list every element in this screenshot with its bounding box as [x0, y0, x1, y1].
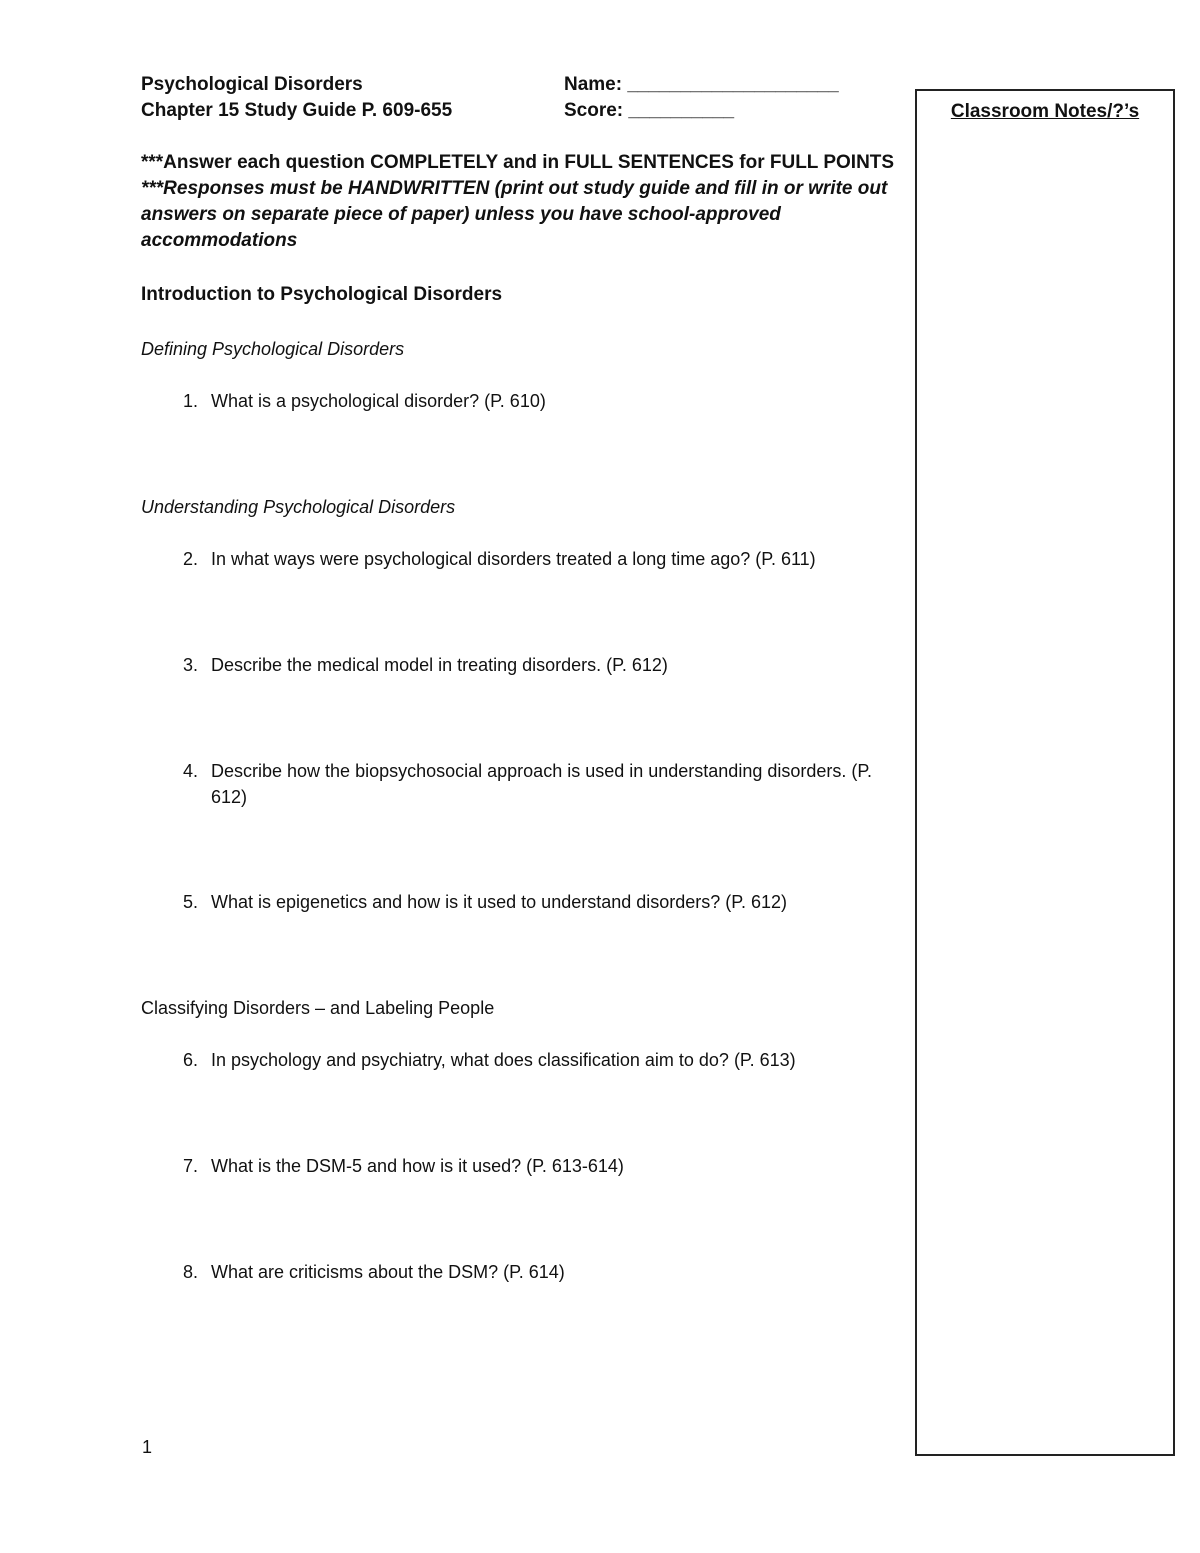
question-number: 1. — [182, 391, 198, 411]
subsection-understanding: Understanding Psychological Disorders — [141, 497, 456, 517]
question-item — [0, 1153, 915, 1179]
question-item — [0, 1259, 915, 1285]
question-item — [0, 652, 915, 678]
instructions — [141, 150, 901, 254]
question-text: In psychology and psychiatry, what does classification aim to do? (P. 613) — [211, 1050, 796, 1070]
document-subtitle: Chapter 15 Study Guide P. 609-655 — [141, 100, 453, 121]
question-number: 8. — [182, 1262, 198, 1282]
question-text: In what ways were psychological disorders treated a long time ago? (P. 611) — [211, 549, 816, 569]
page-number: 1 — [142, 1437, 153, 1457]
question-text: What is a psychological disorder? (P. 610) — [211, 391, 546, 411]
question-text: What is the DSM-5 and how is it used? (P. 613-614) — [211, 1156, 624, 1176]
question-number: 3. — [182, 655, 198, 675]
question-number: 2. — [182, 549, 198, 569]
question-item — [0, 758, 915, 810]
classroom-notes-title: Classroom Notes/?’s — [950, 101, 1140, 122]
question-item — [0, 889, 915, 915]
question-text: What is epigenetics and how is it used to understand disorders? (P. 612) — [211, 892, 787, 912]
name-field: Name: ____________________ — [564, 74, 839, 95]
question-number: 5. — [182, 892, 198, 912]
question-number: 4. — [182, 761, 198, 781]
section-title: Introduction to Psychological Disorders — [141, 284, 503, 305]
instruction-handwritten: ***Responses must be HANDWRITTEN (print out study guide and fill in or write out answers on separate piece of paper) unless you have school-approved accommodations — [141, 178, 888, 251]
classroom-notes-box — [915, 89, 1175, 1456]
question-item — [0, 388, 915, 414]
question-item — [0, 546, 915, 572]
question-text: Describe how the biopsychosocial approach is used in understanding disorders. (P. 612) — [211, 761, 873, 807]
question-item — [0, 1047, 915, 1073]
question-text: What are criticisms about the DSM? (P. 614) — [211, 1262, 565, 1282]
question-number: 7. — [182, 1156, 198, 1176]
subsection-defining: Defining Psychological Disorders — [141, 339, 405, 359]
score-field: Score: __________ — [564, 100, 735, 121]
subsection-classifying: Classifying Disorders – and Labeling People — [141, 998, 495, 1018]
question-number: 6. — [182, 1050, 198, 1070]
question-text: Describe the medical model in treating disorders. (P. 612) — [211, 655, 668, 675]
instruction-complete-answers: ***Answer each question COMPLETELY and in FULL SENTENCES for FULL POINTS — [141, 152, 895, 173]
document-title: Psychological Disorders — [141, 74, 363, 95]
